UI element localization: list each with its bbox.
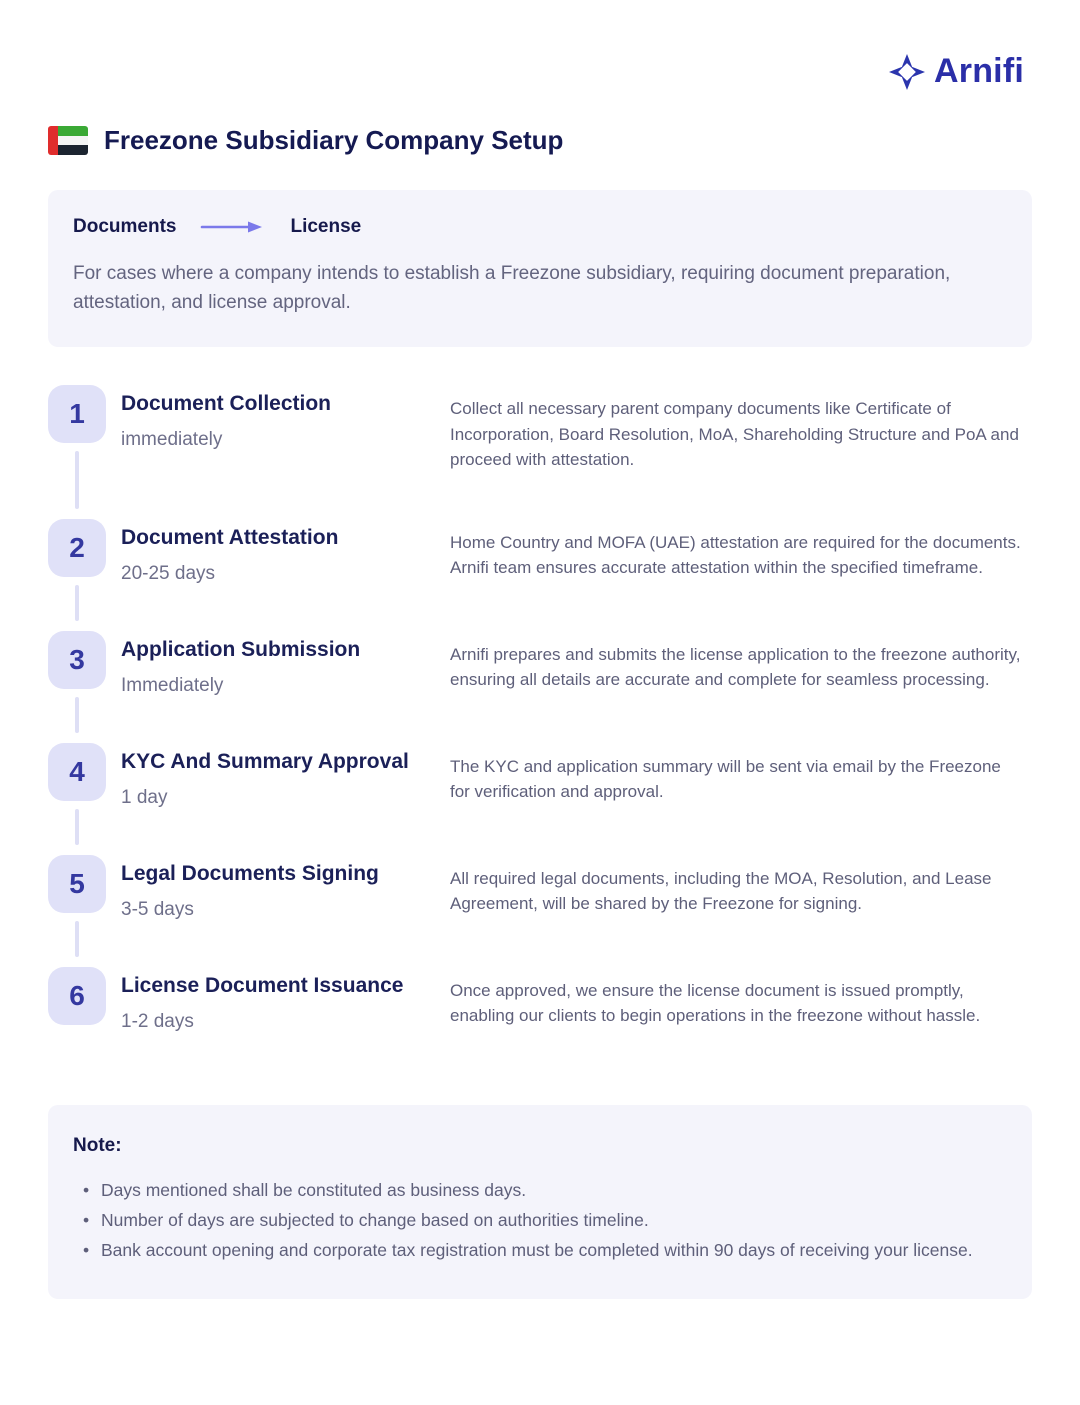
step-title: License Document Issuance	[121, 973, 404, 997]
step-duration: 20-25 days	[121, 562, 216, 584]
step-description: Arnifi prepares and submits the license application to the freezone authority, ensuring all details are accurate and complete for seamless processing.	[450, 644, 1021, 689]
right-arrow-icon	[200, 219, 266, 235]
step-connector-line	[75, 697, 79, 733]
timeline-step-6	[48, 967, 1032, 1033]
timeline-step-4	[48, 743, 1032, 855]
step-duration: 3-5 days	[121, 898, 194, 920]
step-title: Legal Documents Signing	[121, 861, 379, 885]
step-title: Document Collection	[121, 392, 332, 415]
page-title: Freezone Subsidiary Company Setup	[104, 125, 564, 155]
step-title: KYC And Summary Approval	[121, 749, 409, 773]
title-row	[48, 125, 1032, 156]
flow-from-label: Documents	[73, 216, 177, 237]
step-description: Home Country and MOFA (UAE) attestation are required for the documents. Arnifi team ensures accurate attestation within the specified timeframe.	[450, 532, 1021, 577]
step-number-badge: 3	[48, 631, 106, 689]
step-connector-line	[75, 451, 79, 509]
step-head	[121, 385, 450, 473]
flow-to-label: License	[290, 216, 362, 237]
step-duration: immediately	[121, 429, 223, 450]
note-heading: Note:	[73, 1134, 122, 1156]
step-number-badge: 4	[48, 743, 106, 801]
header-logo-row	[48, 0, 1032, 91]
step-connector-line	[75, 809, 79, 845]
step-duration: Immediately	[121, 674, 224, 696]
summary-card	[48, 190, 1032, 347]
step-connector-line	[75, 585, 79, 621]
timeline-step-2	[48, 519, 1032, 631]
step-head	[121, 631, 450, 697]
step-title: Application Submission	[121, 637, 361, 661]
step-body	[106, 855, 1032, 967]
step-title: Document Attestation	[121, 525, 339, 549]
step-head	[121, 855, 450, 921]
step-duration: 1 day	[121, 786, 168, 808]
summary-description: For cases where a company intends to establish a Freezone subsidiary, requiring document preparation, attestation, and license approval.	[73, 263, 951, 313]
step-rail	[48, 967, 106, 1033]
step-number-badge: 2	[48, 519, 106, 577]
step-connector-line	[75, 921, 79, 957]
step-number-badge: 1	[48, 385, 106, 443]
step-rail	[48, 519, 106, 631]
step-body	[106, 519, 1032, 631]
step-description: The KYC and application summary will be sent via email by the Freezone for verification and approval.	[450, 756, 1001, 801]
step-description: Once approved, we ensure the license document is issued promptly, enabling our clients to begin operations in the freezone without hassle.	[450, 980, 981, 1025]
step-rail	[48, 385, 106, 519]
step-body	[106, 967, 1032, 1033]
step-rail	[48, 631, 106, 743]
step-description: All required legal documents, including the MOA, Resolution, and Lease Agreement, will be shared by the Freezone for signing.	[450, 868, 992, 913]
step-rail	[48, 855, 106, 967]
step-description: Collect all necessary parent company documents like Certificate of Incorporation, Board Resolution, MoA, Shareholding Structure and PoA and proceed with attestation.	[450, 399, 1019, 469]
arnifi-logo	[889, 52, 1024, 91]
flow-row	[73, 216, 1007, 238]
note-item: • Bank account opening and corporate tax registration must be completed within 90 days of receiving your license.	[101, 1235, 1001, 1265]
four-point-star-icon	[889, 54, 925, 90]
timeline-step-5	[48, 855, 1032, 967]
note-item: • Days mentioned shall be constituted as business days.	[101, 1175, 1001, 1205]
step-body	[106, 743, 1032, 855]
note-item: • Number of days are subjected to change based on authorities timeline.	[101, 1205, 1001, 1235]
timeline-step-3	[48, 631, 1032, 743]
note-card	[48, 1105, 1032, 1299]
step-body	[106, 385, 1032, 519]
step-head	[121, 743, 450, 809]
step-head	[121, 967, 450, 1033]
step-body	[106, 631, 1032, 743]
step-number-badge: 5	[48, 855, 106, 913]
timeline-step-1	[48, 385, 1032, 519]
process-timeline	[48, 385, 1032, 1033]
step-number-badge: 6	[48, 967, 106, 1025]
step-rail	[48, 743, 106, 855]
uae-flag-icon	[48, 126, 88, 155]
logo-wordmark: Arnifi	[934, 52, 1024, 90]
note-list	[73, 1175, 1007, 1265]
step-duration: 1-2 days	[121, 1010, 194, 1032]
step-head	[121, 519, 450, 585]
